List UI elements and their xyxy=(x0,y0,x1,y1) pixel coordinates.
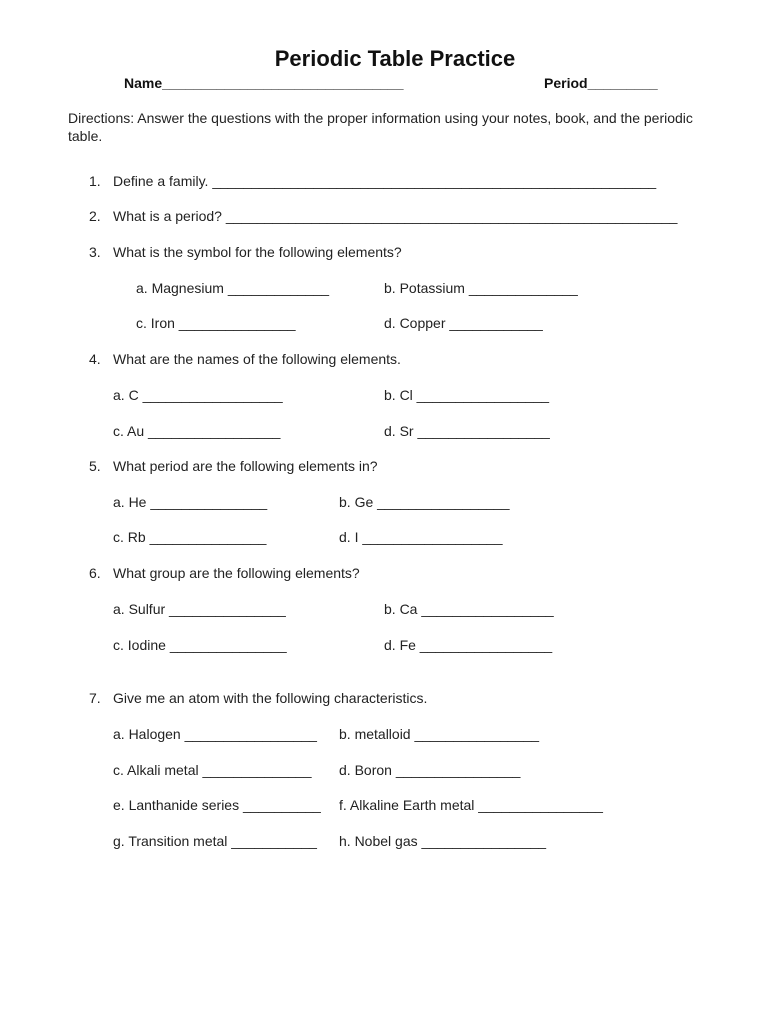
q7-item-a: a. Halogen _________________ xyxy=(113,726,317,742)
name-field: Name_______________________________ xyxy=(124,75,404,91)
q7-item-b: b. metalloid ________________ xyxy=(339,726,540,742)
q6-item-c: c. Iodine _______________ xyxy=(113,637,287,653)
q5-item-a: a. He _______________ xyxy=(113,494,268,510)
question-7 xyxy=(89,690,427,706)
question-number: 1. xyxy=(89,173,101,189)
q6-item-a: a. Sulfur _______________ xyxy=(113,601,286,617)
question-1 xyxy=(89,173,656,189)
question-number: 2. xyxy=(89,208,101,224)
question-2 xyxy=(89,208,677,224)
question-number: 4. xyxy=(89,351,101,367)
question-number: 3. xyxy=(89,244,101,260)
question-6 xyxy=(89,565,360,581)
period-field: Period_________ xyxy=(544,75,658,91)
q3-item-c: c. Iron _______________ xyxy=(136,315,296,331)
q7-item-g: g. Transition metal ___________ xyxy=(113,833,317,849)
q7-item-d: d. Boron ________________ xyxy=(339,762,521,778)
directions-text: Directions: Answer the questions with the proper information using your notes, book, and the periodic table. xyxy=(68,110,693,144)
q5-item-d: d. I __________________ xyxy=(339,529,503,545)
question-text: What is a period? __________________________________________________________ xyxy=(113,208,678,224)
question-5 xyxy=(89,458,378,474)
q7-item-f: f. Alkaline Earth metal ________________ xyxy=(339,797,603,813)
q7-item-h: h. Nobel gas ________________ xyxy=(339,833,547,849)
q3-item-a: a. Magnesium _____________ xyxy=(136,280,330,296)
q3-item-d: d. Copper ____________ xyxy=(384,315,543,331)
question-text: What period are the following elements in? xyxy=(113,458,378,474)
question-3 xyxy=(89,244,402,260)
q6-item-b: b. Ca _________________ xyxy=(384,601,554,617)
question-4 xyxy=(89,351,401,367)
q7-item-c: c. Alkali metal ______________ xyxy=(113,762,312,778)
q5-item-c: c. Rb _______________ xyxy=(113,529,267,545)
q6-item-d: d. Fe _________________ xyxy=(384,637,553,653)
q4-item-c: c. Au _________________ xyxy=(113,423,281,439)
q7-item-e: e. Lanthanide series __________ xyxy=(113,797,321,813)
question-text: What is the symbol for the following elements? xyxy=(113,244,402,260)
q4-item-d: d. Sr _________________ xyxy=(384,423,550,439)
question-text: What group are the following elements? xyxy=(113,565,360,581)
question-number: 7. xyxy=(89,690,101,706)
q4-item-a: a. C __________________ xyxy=(113,387,283,403)
question-text: Give me an atom with the following characteristics. xyxy=(113,690,428,706)
question-text: Define a family. _________________________________________________________ xyxy=(113,173,657,189)
q5-item-b: b. Ge _________________ xyxy=(339,494,510,510)
q4-item-b: b. Cl _________________ xyxy=(384,387,550,403)
q3-item-b: b. Potassium ______________ xyxy=(384,280,578,296)
question-number: 5. xyxy=(89,458,101,474)
question-text: What are the names of the following elements. xyxy=(113,351,401,367)
page-title: Periodic Table Practice xyxy=(274,46,516,71)
question-number: 6. xyxy=(89,565,101,581)
